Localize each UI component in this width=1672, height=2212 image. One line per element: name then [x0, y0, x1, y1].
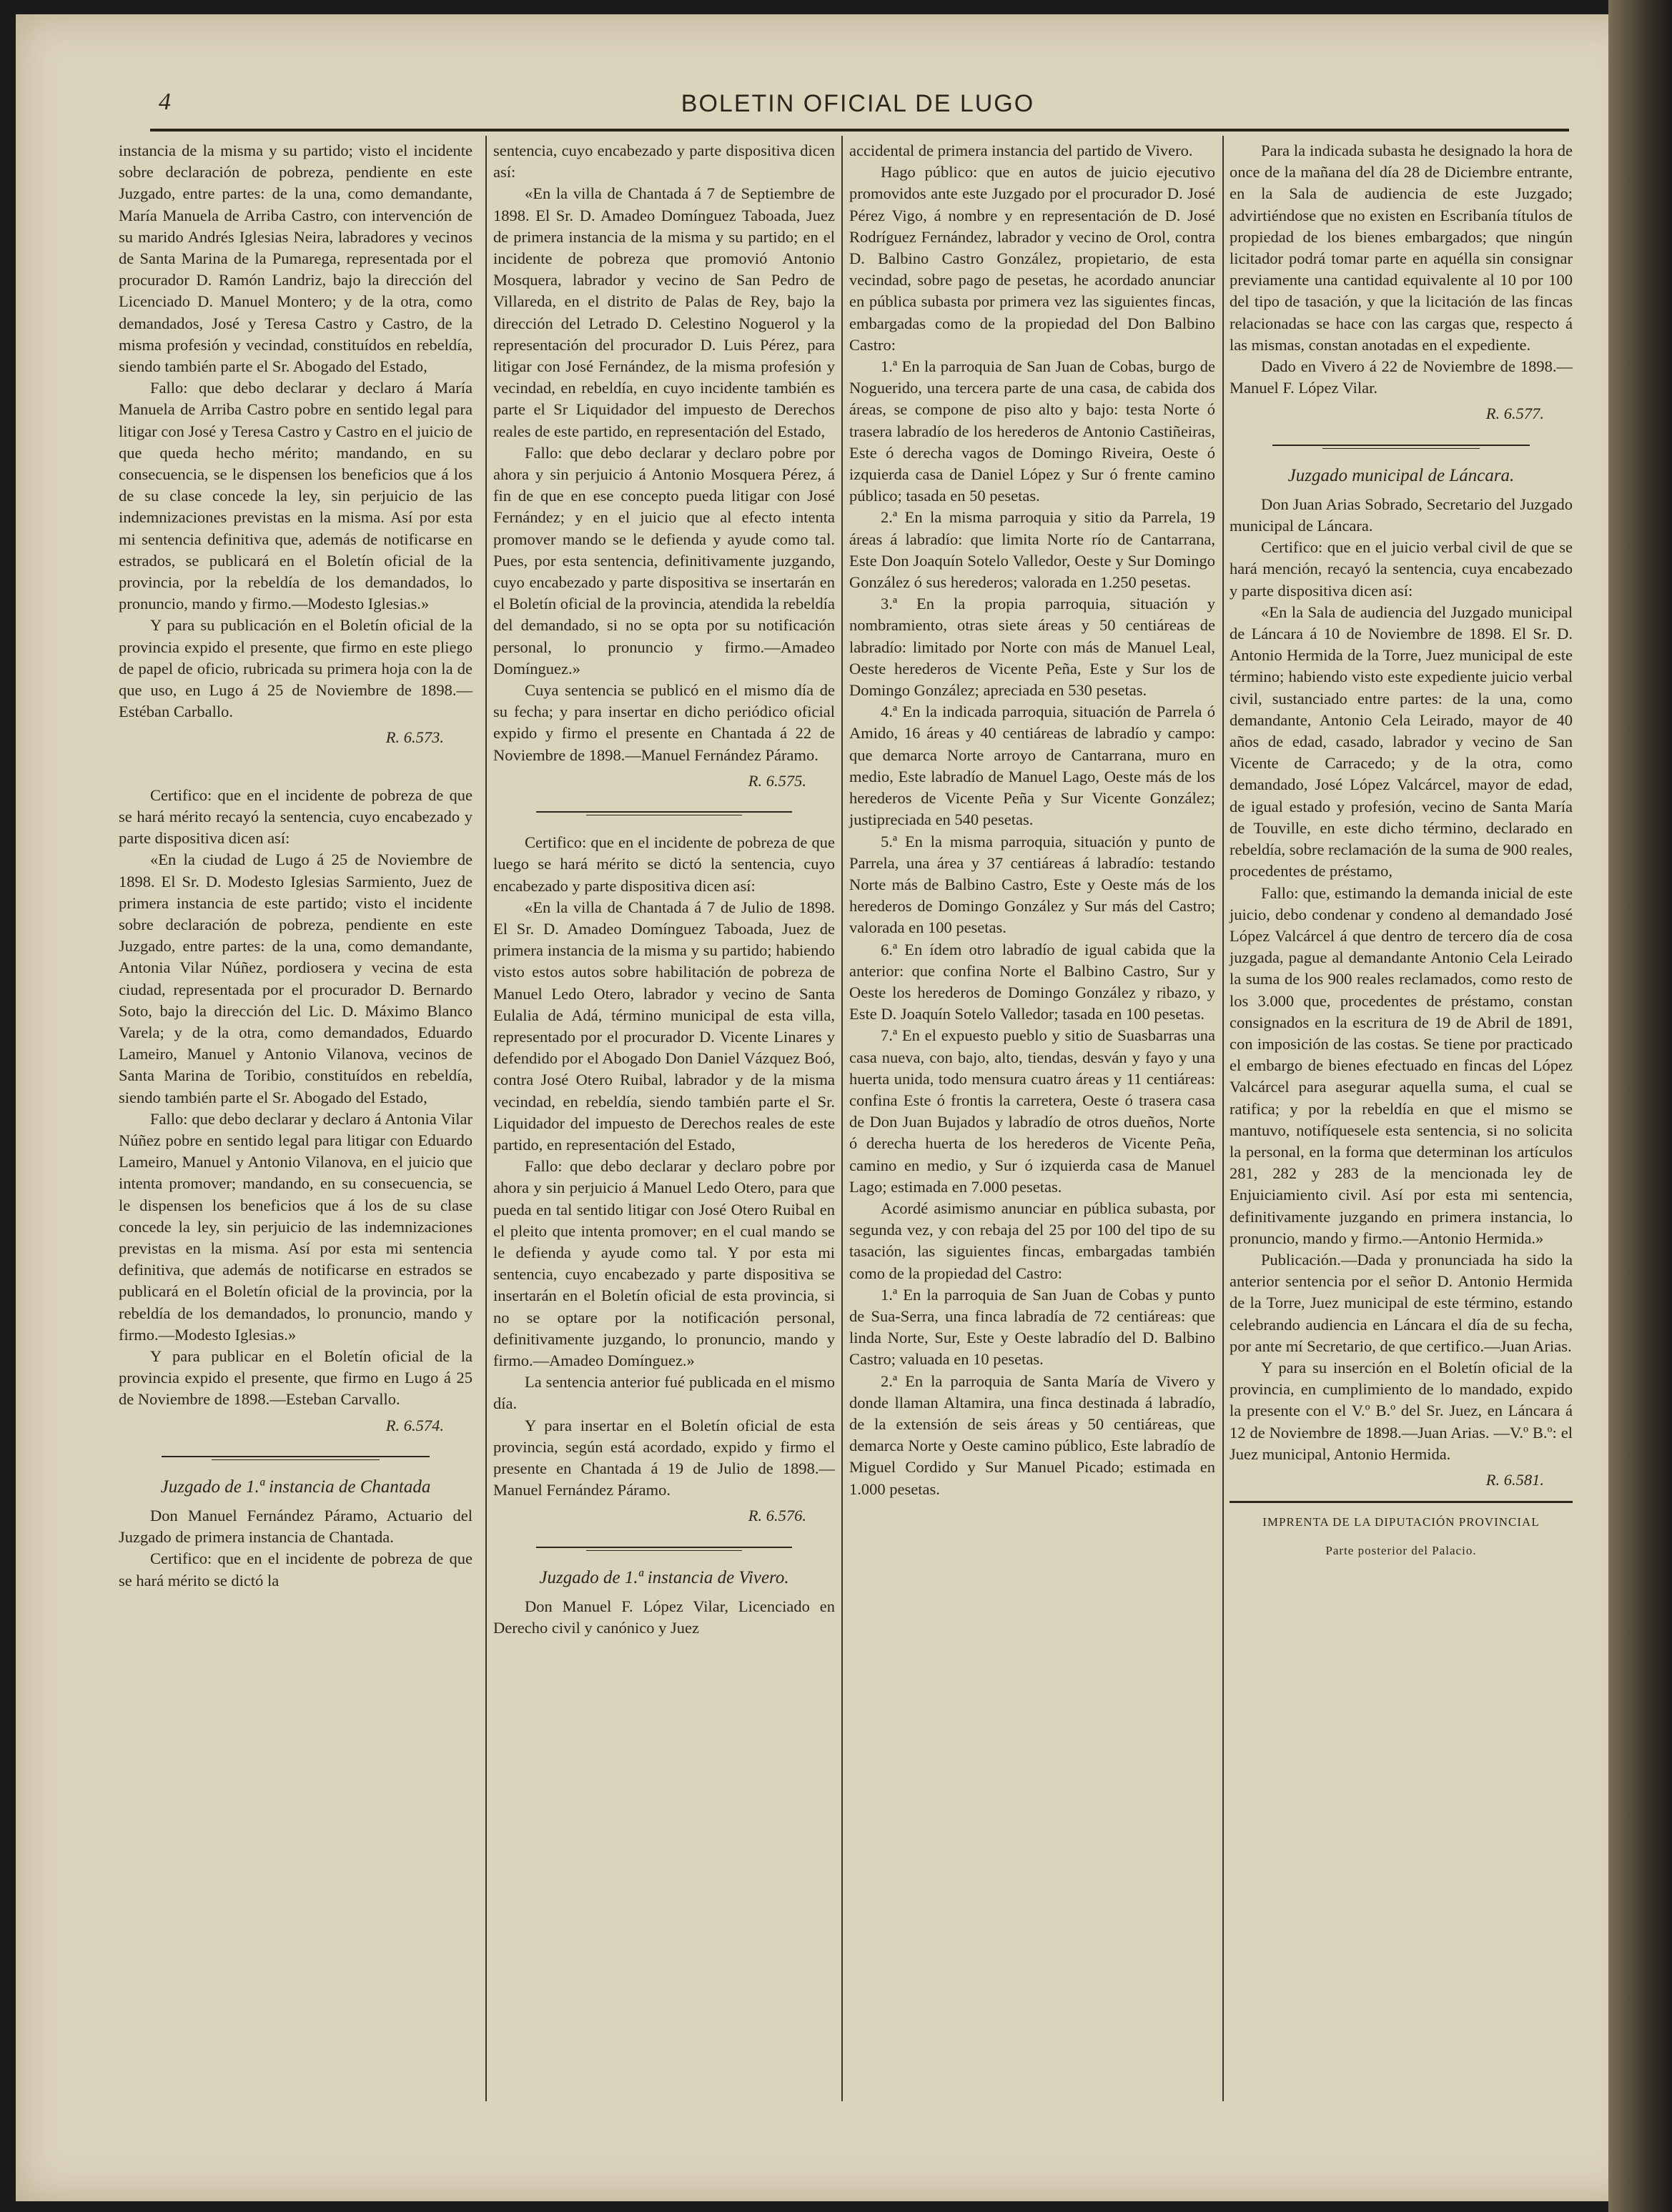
page-header — [143, 89, 1573, 124]
paragraph: 3.ª En la propia parroquia, situación y nombramiento, otras siete áreas y 50 centiáreas de labradío: limitado por Norte con más de Manuel Leal, Oeste herederos de Vicente Peña, Este y Sur los de Domingo González; apreciada en 530 pesetas. — [849, 595, 1215, 700]
column-divider — [1222, 136, 1224, 2101]
paragraph: Publicación.—Dada y pronunciada ha sido la anterior sentencia por el señor D. Antonio Hermida de la Torre, Juez municipal de este término, estando celebrando audiencia en Láncara el día de su fecha, por ante mí Secretario, de que certifico.—Juan Arias. — [1230, 1250, 1573, 1355]
paragraph: Y para su publicación en el Boletín oficial de la provincia expido el presente, que firmo en este pliego de papel de oficio, rubricada su primera hoja con la de que uso, en Lugo á 25 de Noviembre de 1898.—Estéban Carballo. — [119, 616, 473, 721]
paragraph: Para la indicada subasta he designado la hora de once de la mañana del día 28 de Diciembre entrante, en la Sala de audiencia de este Juzgado; advirtiéndose que no existen en Escribanía títulos de propiedad de los bienes embargados; que ningún licitador podrá tomar parte en aquélla sin consignar previamente una cantidad equivalente al 10 por 100 del tipo de tasación, y que la licitación de las fincas relacionadas se hace con las cargas que, respecto á las mismas, constan anotadas en el expediente. — [1230, 142, 1573, 354]
paragraph: Acordé asimismo anunciar en pública subasta, por segunda vez, y con rebaja del 25 por 100 del tipo de su tasación, las siguientes fincas, embargadas también como de la propiedad del Castro: — [849, 1199, 1215, 1282]
paragraph: Y para su inserción en el Boletín oficial de la provincia, en cumplimiento de lo mandado, expido la presente con el V.º B.º del Sr. Juez, en Láncara á 12 de Noviembre de 1898.—Juan Arias. —V.º B.º: el Juez municipal, Antonio Hermida. — [1230, 1358, 1573, 1463]
page-title: BOLETIN OFICIAL DE LUGO — [681, 90, 1035, 117]
paragraph: sentencia, cuyo encabezado y parte dispositiva dicen así: — [493, 142, 835, 182]
section-heading: Juzgado de 1.ª instancia de Vivero. — [539, 1567, 789, 1587]
paragraph: 7.ª En el expuesto pueblo y sitio de Suasbarras una casa nueva, con bajo, alto, tiendas, desván y fayo y una huerta unida, todo mensura cuatro áreas y 11 centiáreas: confina Este ó frontis la carretera, Oeste ó trasera casa de Don Juan Bujados y labradío de otros dueños, Norte ó derecha huerta de los herederos de Vicente Peña, camino en medio, y Sur ó izquierda casa de Manuel Lago; estimada en 7.000 pesetas. — [849, 1026, 1215, 1196]
imprint-line: IMPRENTA DE LA DIPUTACIÓN PROVINCIAL — [1262, 1515, 1540, 1529]
paragraph: 2.ª En la misma parroquia y sitio da Parrela, 19 áreas á labradío: que limita Norte río de Cantarrana, Este Don Joaquín Sotelo Valledor, Oeste y Sur Domingo González ó sus herederos; valorada en 1.250 pesetas. — [849, 508, 1215, 592]
paragraph: Dado en Vivero á 22 de Noviembre de 1898.—Manuel F. López Vilar. — [1230, 357, 1573, 397]
paragraph: Fallo: que debo declarar y declaro pobre por ahora y sin perjuicio á Antonio Mosquera Pérez, á fin de que en ese concepto pueda litigar con José Fernández; y en el juicio que al efecto intenta promover mando se le defienda y ayude como tal. Pues, por esta sentencia, definitivamente juzgando, cuyo encabezado y parte dispositiva se insertarán en el Boletín oficial de la provincia, atendida la rebeldía del demandado, si no se opta por su notificación personal, lo pronuncio y firmo.—Amadeo Domínguez.» — [493, 443, 835, 678]
page-number: 4 — [159, 89, 171, 115]
section-separator — [1230, 437, 1573, 454]
reference-number: R. 6.573. — [385, 728, 444, 747]
section-heading: Juzgado municipal de Láncara. — [1287, 465, 1515, 485]
paragraph: La sentencia anterior fué publicada en el mismo día. — [493, 1373, 835, 1413]
column-divider — [841, 136, 843, 2101]
paragraph: Fallo: que debo declarar y declaro á María Manuela de Arriba Castro pobre en sentido legal para litigar con José y Teresa Castro y Castro en el juicio de que queda hecho mérito; mandando, en su consecuencia, se le dispensen los beneficios que á los de su clase concede la ley, sin perjuicio de las indemnizaciones previstas en la misma. Así por esta mi sentencia definitiva que, además de notificarse en estrados, se publicará en el Boletín oficial de la provincia, por la rebeldía de los demandados, lo pronuncio, mando y firmo.—Modesto Iglesias.» — [119, 379, 473, 613]
section-separator — [493, 803, 835, 820]
paragraph: Certifico: que en el incidente de pobreza de que se hará mérito se dictó la — [119, 1549, 473, 1589]
column-2 — [493, 140, 835, 1639]
section-gap — [119, 756, 473, 785]
paragraph: Certifico: que en el juicio verbal civil de que se hará mención, recayó la sentencia, cuya encabezado y parte dispositiva dicen así: — [1230, 538, 1573, 600]
reference-number: R. 6.581. — [1485, 1470, 1544, 1489]
paragraph: Hago público: que en autos de juicio ejecutivo promovidos ante este Juzgado por el procurador D. José Pérez Vigo, á nombre y en representación de D. José Rodríguez Fernández, labrador y vecino de Orol, contra D. Balbino Castro González, propietario, de esta vecindad, sobre pago de pesetas, he acordado anunciar en pública subasta por primera vez las siguientes fincas, embargadas como de la propiedad del Don Balbino Castro: — [849, 163, 1215, 354]
paragraph: Certifico: que en el incidente de pobreza de que luego se hará mérito se dictó la sentencia, cuyo encabezado y parte dispositiva dicen así: — [493, 833, 835, 895]
imprint-line: Parte posterior del Palacio. — [1325, 1544, 1477, 1558]
reference-number: R. 6.575. — [748, 771, 806, 790]
binding-spine — [1608, 0, 1672, 2212]
paragraph: Certifico: que en el incidente de pobreza de que se hará mérito recayó la sentencia, cuyo encabezado y parte dispositiva dicen así: — [119, 785, 473, 848]
paragraph: Don Manuel Fernández Páramo, Actuario del Juzgado de primera instancia de Chantada. — [119, 1506, 473, 1547]
paragraph: accidental de primera instancia del partido de Vivero. — [849, 142, 1193, 159]
paragraph: «En la Sala de audiencia del Juzgado municipal de Láncara á 10 de Noviembre de 1898. El Sr. D. Antonio Hermida de la Torre, Juez municipal de este término; habiendo visto este expediente juicio verbal civil, sustanciado entre partes: de la una, como demandante, Antonio Cela Leirado, mayor de 40 años de edad, casado, labrador y vecino de San Vicente de Carracedo; y de la otra, como demandado, José López Valcárcel, mayor de edad, de igual estado y profesión, vecino de Santa María de Touville, en este dicho término, declarado en rebeldía, sobre reclamación de la suma de 900 reales, procedentes de préstamo, — [1230, 602, 1573, 881]
paragraph: Fallo: que debo declarar y declaro á Antonia Vilar Núñez pobre en sentido legal para litigar con Eduardo Lameiro, Manuel y Antonio Vilanova, en el juicio que intenta promover; mandando, en su consecuencia, se le dispensen los beneficios que á los de su clase concede la ley, sin perjuicio de las indemnizaciones previstas en la misma. Así por esta mi sentencia definitiva, que además de notificarse en estrados se publicará en el Boletín oficial de la provincia, por la rebeldía de los demandados, lo pronuncio, mando y firmo.—Modesto Iglesias.» — [119, 1109, 473, 1344]
paragraph: Fallo: que, estimando la demanda inicial de este juicio, debo condenar y condeno al demandado José López Valcárcel á que dentro de tercero día de cosa juzgada, pague al demandante Antonio Cela Leirado la suma de los 900 reales reclamados, como resto de los 3.000 que, procedentes de préstamo, constan consignados en la escritura de 19 de Abril de 1891, con imposición de las costas. Se tiene por practicado el embargo de bienes efectuado en fincas del López Valcárcel para asegurar aquella suma, el cual se ratifica; y por la rebeldía en que el mismo se mantuvo, notifíquesele esta sentencia, si no solicita la personal, en la forma que determinan los artículos 281, 282 y 283 de la mencionada ley de Enjuiciamiento civil. Así por esta mi sentencia, definitivamente juzgando en primera instancia, lo pronuncio, mando y firmo.—Antonio Hermida.» — [1230, 883, 1573, 1247]
paragraph: 1.ª En la parroquia de San Juan de Cobas y punto de Sua-Serra, una finca labradía de 72 centiáreas: que linda Norte, Sur, Este y Oeste labradío del D. Balbino Castro; valuada en 10 pesetas. — [849, 1285, 1215, 1369]
paragraph: 5.ª En la misma parroquia, situación y punto de Parrela, una área y 37 centiáreas á labradío: testando Norte más de Balbino Castro, Este y Oeste más de los herederos de Domingo González y Sur más del Castro; valorada en 100 pesetas. — [849, 832, 1215, 937]
paragraph: Y para publicar en el Boletín oficial de la provincia expido el presente, que firmo en Lugo á 25 de Noviembre de 1898.—Esteban Carvallo. — [119, 1346, 473, 1409]
section-separator — [119, 1448, 473, 1465]
section-separator — [493, 1539, 835, 1556]
paragraph: «En la villa de Chantada á 7 de Julio de 1898. El Sr. D. Amadeo Domínguez Taboada, Juez de primera instancia de la misma y su partido; habiendo visto estos autos sobre habilitación de pobreza de Manuel Ledo Otero, labrador y vecino de Santa Eulalia de Adá, término municipal de esta villa, representado por el procurador D. Vicente Linares y defendido por el Abogado Don Daniel Vázquez Boó, contra José Otero Ruibal, labrador y de la misma vecindad, en rebeldía, siendo también parte el Sr. Liquidador del impuesto de Derechos reales de este partido, en representación del Estado, — [493, 898, 835, 1154]
paragraph: Y para insertar en el Boletín oficial de esta provincia, según está acordado, expido y firmo el presente en Chantada á 19 de Julio de 1898.—Manuel Fernández Páramo. — [493, 1416, 835, 1499]
paragraph: 6.ª En ídem otro labradío de igual cabida que la anterior: que confina Norte el Balbino Castro, Sur y Oeste los herederos de Domingo González y ribazo, y Este D. Joaquín Sotelo Valledor; tasada en 100 pesetas. — [849, 940, 1215, 1023]
column-4 — [1230, 140, 1573, 1560]
paragraph: instancia de la misma y su partido; visto el incidente sobre declaración de pobreza, pendiente en este Juzgado, entre partes: de la una, como demandante, María Manuela de Arriba Castro, con intervención de su marido Andrés Iglesias Neira, labradores y vecinos de Santa Marina de la Pumarega, representada por el procurador D. Ramón Landriz, bajo la dirección del Licenciado D. Manuel Montero; y de la otra, como demandados, José y Teresa Castro y Castro, de la misma profesión y vecindad, constituídos en rebeldía, siendo también parte el Sr. Abogado del Estado, — [119, 142, 473, 376]
reference-number: R. 6.577. — [1485, 405, 1544, 423]
paragraph: Cuya sentencia se publicó en el mismo día de su fecha; y para insertar en dicho periódico oficial expido y firmo el presente en Chantada á 22 de Noviembre de 1898.—Manuel Fernández Páramo. — [493, 681, 835, 764]
paragraph: «En la villa de Chantada á 7 de Septiembre de 1898. El Sr. D. Amadeo Domínguez Taboada, Juez de primera instancia de la misma y su partido; en el incidente de pobreza que promovió Antonio Mosquera, labrador y vecino de San Pedro de Villareda, en el distrito de Palas de Rey, bajo la dirección del Letrado D. Celestino Noguerol y la representación del procurador D. Luis Pérez, para litigar con José Fernández, de la misma profesión y vecindad, en rebeldía, en cuyo incidente también es parte el Sr Liquidador del impuesto de Derechos reales de este partido, en representación del Estado, — [493, 184, 835, 440]
paragraph: Don Juan Arias Sobrado, Secretario del Juzgado municipal de Láncara. — [1230, 495, 1573, 535]
paragraph: Fallo: que debo declarar y declaro pobre por ahora y sin perjuicio á Manuel Ledo Otero, para que pueda en tal sentido litigar con José Otero Ruibal en el pleito que intenta promover; en el cual mando se le defienda y ayude como tal. Y por esta mi sentencia, cuyo encabezado y parte dispositiva se insertarán en el Boletín oficial de esta provincia, si no se optare por la notificación personal, definitivamente juzgando, lo pronuncio, mando y firmo.—Amadeo Domínguez.» — [493, 1157, 835, 1369]
paragraph: 1.ª En la parroquia de San Juan de Cobas, burgo de Noguerido, una tercera parte de una casa, de cabida dos áreas, se compone de piso alto y bajo: testa Norte ó trasera labradío de los herederos de Antonio Castiñeiras, Este ó derecha vagos de Domingo Riveira, Oeste ó izquierda casa de Daniel López y Sur ó frente camino público; tasada en 50 pesetas. — [849, 357, 1215, 505]
column-3 — [849, 140, 1215, 1500]
reference-number: R. 6.574. — [385, 1416, 444, 1434]
column-divider — [485, 136, 487, 2101]
paragraph: «En la ciudad de Lugo á 25 de Noviembre de 1898. El Sr. D. Modesto Iglesias Sarmiento, Juez de primera instancia de este partido; visto el incidente sobre declaración de pobreza, pendiente en este Juzgado, entre partes: de la una, como demandante, Antonia Vilar Núñez, pordiosera y vecina de esta ciudad, representada por el procurador D. Bernardo Soto, bajo la dirección del Lic. D. Máximo Blanco Varela; y de la otra, como demandados, Eduardo Lameiro, Manuel y Antonio Vilanova, vecinos de Santa Marina de Toribio, constituídos en rebeldía, siendo también parte el Sr. Abogado del Estado, — [119, 850, 473, 1106]
paragraph: Don Manuel F. López Vilar, Licenciado en Derecho civil y canónico y Juez — [493, 1597, 835, 1637]
column-1 — [119, 140, 473, 1592]
section-heading: Juzgado de 1.ª instancia de Chantada — [160, 1477, 431, 1497]
paragraph: 4.ª En la indicada parroquia, situación de Parrela ó Amido, 16 áreas y 40 centiáreas de labradío y campo: que demarca Norte arroyo de Cantarrana, muro en medio, Este labradío de Manuel Lago, Oeste más de los herederos de Vicente Peña y Sur Vicente González; justipreciada en 540 pesetas. — [849, 703, 1215, 829]
reference-number: R. 6.576. — [748, 1507, 806, 1525]
imprint-rule — [1230, 1501, 1573, 1503]
paragraph: 2.ª En la parroquia de Santa María de Vivero y donde llaman Altamira, una finca destinada á labradío, de la extensión de seis áreas y 50 centiáreas, que demarca Norte y Oeste camino público, Este labradío de Miguel Cordido y Sur Manuel Picado; estimada en 1.000 pesetas. — [849, 1372, 1215, 1498]
header-rule — [150, 129, 1569, 132]
